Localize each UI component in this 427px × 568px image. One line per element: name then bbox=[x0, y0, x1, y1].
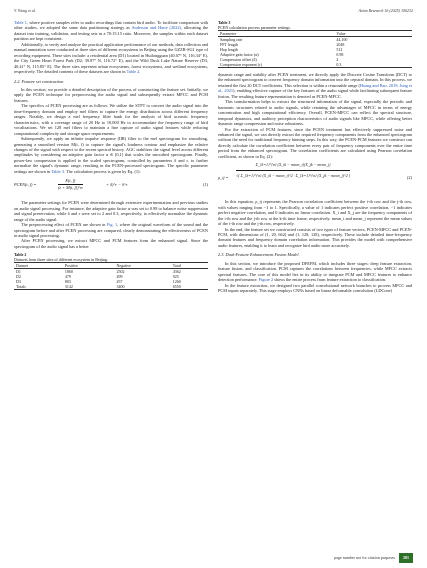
table-cell: 3400 bbox=[116, 284, 125, 290]
table-header-cell: Positive bbox=[64, 263, 78, 269]
equation-number: (2) bbox=[406, 175, 412, 181]
table-cell: 44,100 bbox=[336, 37, 348, 42]
table-cell: 1860 bbox=[64, 269, 73, 275]
equation-1 bbox=[14, 177, 208, 197]
table-cell: 6550 bbox=[172, 284, 181, 290]
table-cell: 512 bbox=[336, 47, 343, 52]
table-cell: 3142 bbox=[64, 284, 73, 290]
equation-lhs: PCEN(t, f) = bbox=[14, 182, 37, 188]
paragraph: This transformation helps to extract the structured information of the signal, especially the periodic and harmonic structures related to audio signals, while retaining the advantages of MFCC in terms of energy concentration and high computational efficiency. Overall, PCEN-MFCC can reflect the spectral structure, temporal dynamics, and auditory perception characteristics of audio signals like MFCC, while offering better dynamic range compression and noise robustness. bbox=[218, 99, 412, 127]
section-heading: 2.3. Dual-Feature Enhancement Fusion Model bbox=[218, 252, 299, 258]
citation-link[interactable]: Hoang and Bao, 2019; Jung et al., 2021 bbox=[218, 82, 412, 94]
paragraph: In the feature extraction, we designed two parallel convolutional network branches to process MFCC and PCM inputs separately. This stage employs CNNs based on linear deformable convolution (LDConv) bbox=[218, 282, 412, 294]
left-column bbox=[14, 20, 208, 290]
table-cell: Compression offset (δ) bbox=[220, 57, 257, 62]
table-cell: Sampling rate bbox=[220, 37, 243, 42]
table-cell: FFT length bbox=[220, 42, 238, 47]
equation-fraction bbox=[58, 178, 83, 190]
table-caption-text: Datasets from three sites of different ecosystem in Beijing. bbox=[14, 257, 109, 263]
table-header-cell: Value bbox=[336, 31, 346, 36]
table-cell: 457 bbox=[116, 279, 123, 285]
table-label: Table 3 bbox=[218, 20, 231, 25]
table-cell: 499 bbox=[116, 274, 123, 280]
equation-fraction bbox=[236, 162, 350, 178]
page-number: 201 bbox=[399, 553, 413, 563]
table-cell: Compression exponent (r) bbox=[220, 62, 262, 67]
table-link[interactable]: Table 2 bbox=[126, 69, 140, 75]
paragraph: For the extraction of PCM features, since the PCEN treatment has effectively suppressed noise and enhanced the signal, we can directly extract the required frequency components from the enhanced spectrogram without the need for traditional frequency binning steps. In this way, the PCEN-PCM features we construct can directly calculate the correlation coefficient between every pair of frequency components over the entire time period from the enhanced spectrogram. The correlation coefficients are calculated using Pearson correlation coefficient, as shown in Eq. (2): bbox=[218, 126, 412, 159]
table-cell: 479 bbox=[64, 274, 71, 280]
right-column bbox=[218, 20, 412, 294]
paragraph: In this equation, ρ_ij represents the Pearson correlation coefficient between the i-th row and the j-th row, with values ranging from −1 to 1. Specifically, a value of 1 indicates perfect positive correlation, −1 indicates perfect negative correlation, and 0 indicates no linear correlation. X_i and X_j are the frequency components of the i-th row and the j-th row at the k-th time frame, respectively. mean_i and mean_j represent the mean values of the i-th row and the j-th row, respectively. bbox=[218, 199, 412, 227]
table-cell: D1 bbox=[16, 269, 21, 275]
table-cell: 1260 bbox=[172, 279, 181, 285]
table-header-cell: Dataset bbox=[16, 263, 28, 269]
table-cell: 4362 bbox=[172, 269, 181, 275]
paragraph: After PCEN processing, we extract MFCC and PCM features from the enhanced signal. Since the spectrogram of the audio signal has a better bbox=[14, 238, 208, 249]
header-journal: Avian Research 16 (2025) 100232 bbox=[358, 8, 413, 13]
paragraph: The specifics of PCEN processing are as follows: We utilize the STFT to convert the audio signal into the time-frequency domain and employ mel filters to capture the energy distribution across different frequency ranges. Notably, we design a mel frequency filter bank for the analysis of bird acoustic frequency characteristics, with a coverage range of 20 Hz to 10,000 Hz to accommodate the frequency range of bird vocalizations. We set 128 mel filters to maintain a fine capture of audio signal features while reducing computational complexity and storage space requirements. bbox=[14, 103, 208, 136]
equation-2 bbox=[218, 161, 412, 197]
figure-link[interactable]: Fig. 1 bbox=[106, 222, 118, 228]
table-cell: 2502 bbox=[116, 269, 125, 275]
figure-link[interactable]: Figure 2 bbox=[258, 277, 274, 283]
footer-note: page number not for citation purposes bbox=[334, 555, 395, 561]
pcen-parameters-table bbox=[218, 30, 412, 68]
table-header-cell: Parameter bbox=[220, 31, 237, 36]
paragraph: Additionally, to verify and analyze the practical application performance of our methods, data collection and manual annotation were conducted at three sites of different ecosystems in Beijing using the GZZR-SG1 type of recording equipment. These sites include: a residential area (D1) located in Huilongguan (40.07° N, 116.34° E), the City Green Heart Forest Park (D2; 39.87° N, 116.72° E), and the Wild Duck Lake Nature Reserve (D3, 40.41° N, 115.85° E). The three sites represent urban ecosystems, forest ecosystems, and wetland ecosystems, respectively. The detailed contents of these datasets are shown in Table 2. bbox=[14, 41, 208, 75]
header-authors: Y. Wang et al. bbox=[14, 8, 36, 13]
table-cell: 2048 bbox=[336, 42, 345, 47]
equation-numerator: E(t, f) bbox=[58, 178, 83, 184]
equation-denominator: (ε + M(t, f))^α bbox=[58, 184, 83, 190]
table-cell: 0.98 bbox=[336, 52, 344, 57]
paragraph: dynamic range and stability after PCEN treatment, we directly apply the Discrete Cosine Transform (DCT) to the enhanced spectrogram to convert frequency domain information into the cepstral domain. In this process, we retained the first 20 DCT coefficients. This selection is within a reasonable range (Hoang and Bao, 2019; Jung et al., 2021), enabling effective capture of the key features of the audio signal while facilitating subsequent feature fusion. The resulting feature representation is denoted as PCEN-MFCC. bbox=[218, 72, 412, 99]
table-header-cell: Total bbox=[172, 263, 181, 269]
paragraph: In the end, the feature set we constructed consists of two types of feature vectors, PCEN-MFCC and PCEN-PCM, with dimensions of (1, 20, 662) and (1, 128, 128), respectively. These include detailed time-frequency domain features and frequency domain correlation information. This provides the model with comprehensive audio features, enabling it to learn and recognize bird audio more accurately. bbox=[218, 226, 412, 248]
running-header bbox=[14, 8, 413, 16]
paragraph: In this section, we provide a detailed description of the process of constructing the feature set. Initially, we apply the PCEN technique for preprocessing the audio signal and subsequently extract MFCC and PCM features. bbox=[14, 86, 208, 103]
paragraph: The preprocessing effect of PCEN are shown in Fig. 1, where the original waveform of the sound and the spectrogram before and after PCEN processing are compared, clearly demonstrating the effectiveness of PCEN in audio signal processing. bbox=[14, 222, 208, 238]
table-cell: Totals bbox=[16, 284, 26, 290]
table-cell: 925 bbox=[172, 274, 179, 280]
paragraph: Subsequently, we apply an infinite impulse response (IIR) filter to the mel spectrogram for smoothing, generating a smoothed version M(t, f) to capture the signal's loudness contour and emphasize the relative changes of the signal with respect to the recent spectral history. AGC stabilizes the signal level across different amplitudes by considering an adaptive gain factor α ∈ [0,1] that scales the smoothed spectrogram. Finally, power-law compression is applied to the scaled spectrogram, controlled by parameters δ and r, to further normalize the signal's dynamic range, resulting in the PCEN-processed spectrogram. The specific parameter settings are shown in Table 3. The calculation process is given by Eq. (1): bbox=[14, 136, 208, 174]
equation-numerator: Σ_{k=1}^{n} (X_ik − mean_i)(X_jk − mean_j) bbox=[236, 162, 350, 170]
section-heading: 2.2. Feature set construction bbox=[14, 78, 64, 84]
table-row bbox=[14, 284, 208, 290]
table-cell: D3 bbox=[16, 279, 21, 285]
table-header-cell: Negative bbox=[116, 263, 131, 269]
table-caption-text: PCEN calculation process parameter settings. bbox=[218, 25, 291, 30]
citation-link[interactable]: Anderson and Harte (2022) bbox=[131, 25, 181, 31]
paragraph: In this section, we introduce the proposed DFEFM, which includes three stages: deep feature extraction, feature fusion, and classification. PCM captures the correlations between frequencies, while MFCC extracts spectral features. The core of this model lies in its ability to integrate PCM and MFCC features to enhance detection performance. Figure 2 shows the entire process from feature extraction to classification. bbox=[218, 260, 412, 283]
table-cell: 0.3 bbox=[336, 62, 342, 67]
table-caption bbox=[218, 20, 412, 30]
table-cell: D2 bbox=[16, 274, 21, 280]
table-link[interactable]: Table 1 bbox=[14, 20, 27, 25]
datasets-table bbox=[14, 262, 208, 290]
equation-rest: + δ)^r − δ^r bbox=[106, 182, 128, 188]
equation-number: (1) bbox=[202, 182, 208, 188]
equation-denominator: √( Σ_{k=1}^{n} (X_ik − mean_i)^2 · Σ_{k=1}^{n} (X_jk − mean_j)^2 ) bbox=[236, 172, 351, 178]
table-caption bbox=[14, 252, 208, 262]
page-footer bbox=[334, 553, 413, 563]
paragraph: Table 1, where positive samples refer to audio recordings that contain bird audio. To facilitate comparison with other studies, we adopted the same data partitioning strategy as Anderson and Harte (2022), allocating the dataset into training, validation, and testing sets in a 70:15:15 ratio. Moreover, the samples within each dataset partition are kept consistent. bbox=[14, 20, 209, 42]
table-link[interactable]: Table 3 bbox=[51, 168, 64, 174]
table-row bbox=[218, 62, 412, 68]
table-cell: Hop length bbox=[220, 47, 238, 52]
table-label: Table 2 bbox=[14, 252, 27, 258]
table-cell: Adaptive gain factor (α) bbox=[220, 52, 259, 57]
equation-lhs: ρ_ij = bbox=[218, 175, 229, 181]
paragraph: The parameter settings for PCEN were determined through extensive experimentation and previous studies on audio signal processing. For instance, the adaptive gain factor α was set to 0.98 to balance noise suppression and signal preservation, while δ and r were set to 2 and 0.3, respectively, to effectively normalize the dynamic range of the audio signal. bbox=[14, 200, 208, 222]
table-cell: 803 bbox=[64, 279, 71, 285]
table-cell: 2 bbox=[336, 57, 339, 62]
